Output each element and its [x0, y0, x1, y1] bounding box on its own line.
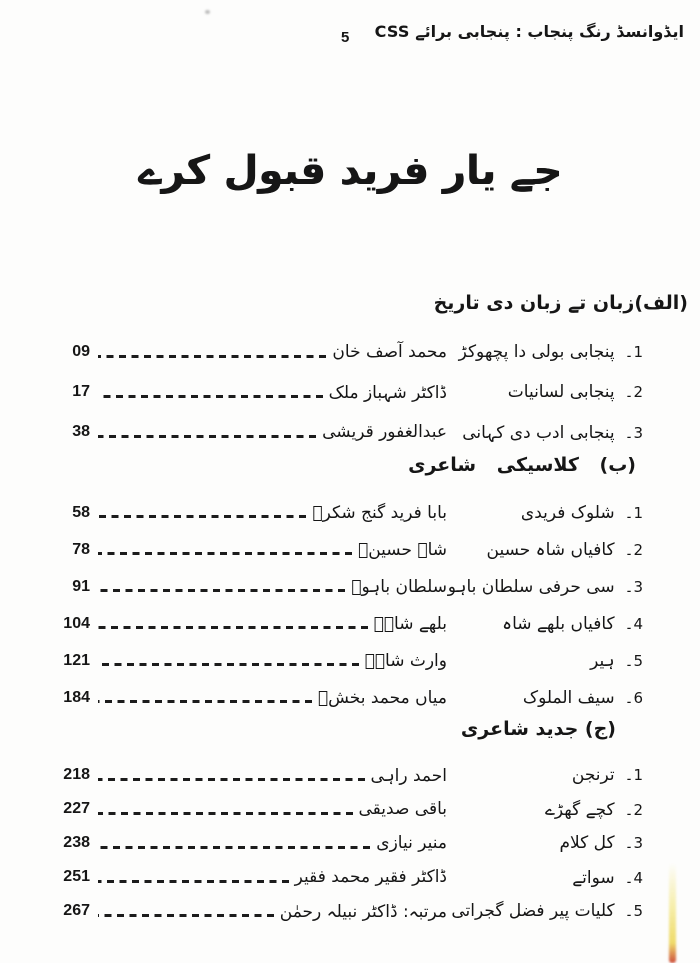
toc-section	[0, 716, 700, 928]
item-title: سی حرفی سلطان باہو	[447, 577, 615, 597]
dotted-leader	[98, 778, 365, 781]
item-number: 2۔	[624, 800, 643, 819]
toc-row	[0, 758, 700, 792]
section-heading: (ب) کلاسیکی شاعری	[408, 454, 636, 476]
item-author: منیر نیازی	[376, 833, 447, 853]
item-title-cell	[447, 576, 643, 597]
item-page-number: 91	[72, 577, 90, 595]
item-author: وارث شاہؒ	[364, 650, 447, 671]
item-page-number: 09	[72, 343, 90, 360]
item-number: 1۔	[624, 766, 643, 784]
toc-row	[0, 679, 700, 716]
item-page-number: 227	[63, 800, 90, 817]
dotted-leader	[98, 700, 312, 703]
item-title: ترنجن	[571, 765, 615, 785]
dotted-leader	[98, 355, 326, 358]
dotted-leader	[98, 846, 370, 849]
item-title-cell	[447, 833, 643, 853]
item-page-number: 238	[63, 834, 90, 851]
item-author: بلھے شاہؒ	[373, 614, 447, 634]
item-author: بابا فرید گنج شکرؒ	[312, 502, 447, 523]
toc-row	[0, 792, 700, 826]
item-title: کل کلام	[559, 833, 615, 853]
item-author: ڈاکٹر فقیر محمد فقیر	[294, 867, 447, 887]
dotted-leader	[98, 395, 323, 398]
toc-row	[0, 860, 700, 894]
toc-row	[0, 826, 700, 860]
item-number: 3۔	[624, 423, 643, 442]
toc-row	[0, 332, 700, 372]
table-of-contents	[0, 290, 700, 928]
item-page-number: 17	[72, 383, 90, 400]
scan-artifact-speck	[205, 10, 210, 14]
item-title-cell	[447, 650, 643, 671]
item-number: 4۔	[624, 868, 643, 887]
item-title: کافیاں بلھے شاہ	[502, 614, 615, 634]
item-number: 1۔	[624, 503, 643, 522]
scan-artifact-streak	[669, 863, 676, 963]
item-title-cell	[447, 867, 643, 888]
item-number: 5۔	[624, 902, 643, 920]
toc-row	[0, 412, 700, 452]
item-title-cell	[447, 422, 643, 443]
item-title-cell	[447, 382, 643, 402]
item-author: باقی صدیقی	[358, 799, 447, 819]
item-number: 3۔	[624, 834, 643, 852]
item-title: کافیاں شاہ حسین	[486, 540, 615, 560]
item-page-number: 251	[63, 868, 90, 885]
item-title: سیف الملوک	[522, 687, 615, 708]
dotted-leader	[98, 552, 352, 555]
section-rows	[0, 494, 700, 716]
section-rows	[0, 758, 700, 928]
item-author: احمد راہی	[370, 765, 447, 786]
item-number: 5۔	[624, 652, 643, 670]
item-number: 2۔	[624, 383, 643, 401]
item-author: عبدالغفور قریشی	[322, 422, 447, 442]
chapter-title: جے یار فرید قبول کرے	[137, 148, 563, 194]
item-number: 6۔	[624, 688, 643, 707]
item-title-cell	[447, 901, 643, 921]
item-title: شلوک فریدی	[520, 502, 615, 523]
item-page-number: 218	[63, 766, 90, 783]
item-page-number: 38	[72, 423, 90, 440]
toc-row	[0, 605, 700, 642]
item-page-number: 184	[63, 688, 90, 706]
item-author: ڈاکٹر شہباز ملک	[328, 382, 447, 403]
section-rows	[0, 332, 700, 452]
item-title-cell	[447, 765, 643, 785]
item-page-number: 78	[72, 540, 90, 558]
page-header	[0, 0, 700, 56]
item-title: سواتے	[572, 867, 615, 888]
item-title: پنجابی لسانیات	[507, 382, 615, 402]
toc-row	[0, 642, 700, 679]
item-number: 1۔	[624, 343, 643, 361]
item-title-cell	[447, 539, 643, 560]
toc-section	[0, 452, 700, 716]
item-author: محمد آصف خان	[332, 342, 447, 362]
toc-row	[0, 568, 700, 605]
item-title-cell	[447, 799, 643, 820]
item-page-number: 58	[72, 503, 90, 521]
item-title-cell	[447, 688, 643, 708]
item-number: 4۔	[624, 615, 643, 633]
item-title: ہیر	[590, 651, 615, 671]
toc-section	[0, 290, 700, 452]
item-author: شاہ حسینؒ	[358, 539, 447, 560]
item-title-cell	[447, 342, 643, 362]
item-page-number: 267	[63, 902, 90, 919]
toc-row	[0, 494, 700, 531]
toc-row	[0, 531, 700, 568]
item-title: کلیات پیر فضل گجراتی	[451, 901, 615, 921]
dotted-leader	[98, 880, 289, 883]
item-author: سلطان باہوؒ	[351, 577, 447, 597]
header-page-number: 5	[341, 29, 350, 46]
item-title: کچے گھڑے	[544, 799, 615, 820]
dotted-leader	[98, 812, 353, 815]
item-title: پنجابی بولی دا پچھوکڑ	[458, 342, 615, 362]
dotted-leader	[98, 626, 368, 629]
dotted-leader	[98, 914, 274, 917]
dotted-leader	[98, 663, 359, 666]
dotted-leader	[98, 515, 306, 518]
dotted-leader	[98, 589, 345, 592]
item-author: میاں محمد بخشؒ	[317, 687, 447, 708]
toc-row	[0, 894, 700, 928]
item-number: 2۔	[624, 541, 643, 559]
dotted-leader	[98, 435, 316, 438]
item-page-number: 104	[63, 614, 90, 632]
item-page-number: 121	[63, 651, 90, 669]
item-number: 3۔	[624, 578, 643, 596]
toc-row	[0, 372, 700, 412]
book-title: ایڈوانسڈ رنگ پنجاب : پنجابی برائے CSS	[374, 22, 684, 41]
item-author: مرتبہ: ڈاکٹر نبیلہ رحمٰن	[279, 901, 447, 922]
item-title-cell	[447, 613, 643, 634]
section-heading: (الف)زبان تے زبان دی تاریخ	[433, 292, 688, 314]
item-title-cell	[447, 503, 643, 523]
section-heading: (ج) جدید شاعری	[460, 718, 616, 740]
item-title: پنجابی ادب دی کہانی	[462, 422, 615, 443]
